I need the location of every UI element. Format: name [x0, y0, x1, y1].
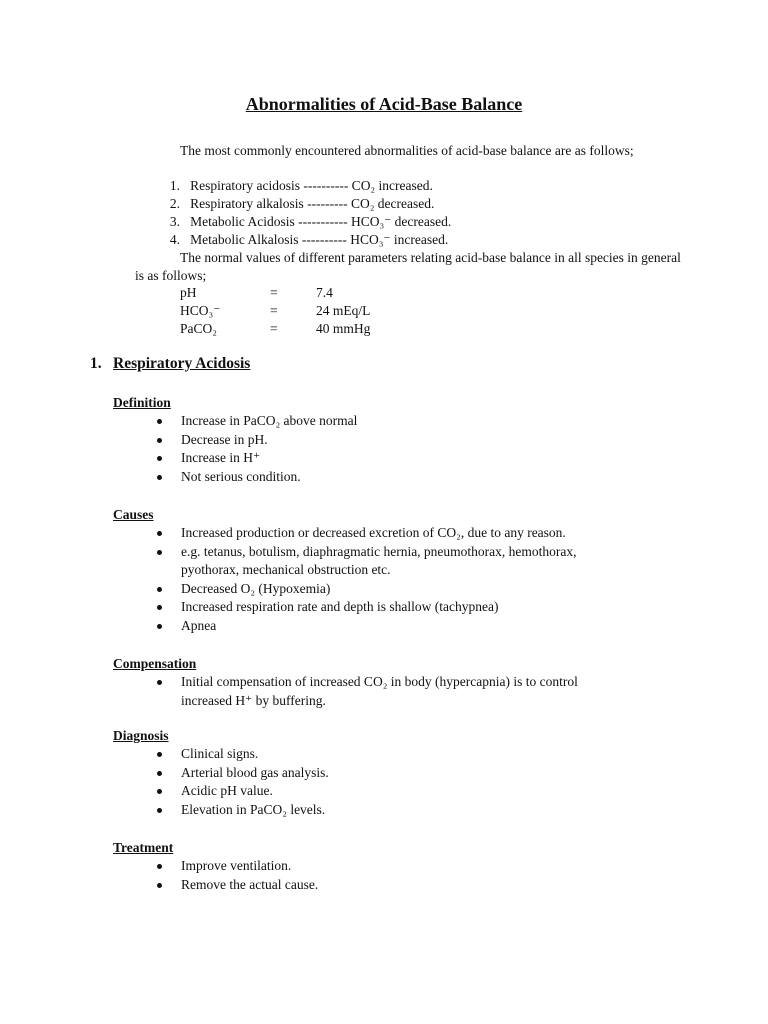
compensation-heading: Compensation	[113, 656, 197, 671]
list-item	[135, 231, 451, 249]
list-item	[135, 213, 451, 231]
treatment-heading: Treatment	[113, 840, 174, 855]
list-text: Respiratory acidosis ---------- CO₂ increased.	[190, 178, 433, 193]
list-number: 3.	[169, 214, 180, 229]
param-name: PaCO₂	[180, 321, 217, 336]
param-name: pH	[180, 285, 197, 300]
list-number: 4.	[169, 232, 180, 247]
section-heading	[90, 355, 250, 373]
causes-list	[157, 524, 637, 635]
param-value: 7.4	[316, 285, 333, 300]
list-number: 1.	[169, 178, 180, 193]
param-equals: =	[270, 303, 278, 318]
list-item	[135, 177, 451, 195]
definition-list	[157, 412, 637, 486]
intro-paragraph: The most commonly encountered abnormalities of acid-base balance are as follows;	[180, 143, 634, 158]
list-text: Metabolic Acidosis ----------- HCO₃⁻ decreased.	[190, 214, 452, 229]
list-item: Remove the actual cause.	[157, 876, 637, 895]
param-equals: =	[270, 285, 278, 300]
list-item: Clinical signs.	[157, 745, 637, 764]
list-number: 2.	[169, 196, 180, 211]
list-item: Elevation in PaCO₂ levels.	[157, 801, 637, 820]
diagnosis-list	[157, 745, 637, 819]
param-equals: =	[270, 321, 278, 336]
list-item: Acidic pH value.	[157, 782, 637, 801]
list-item: Increased respiration rate and depth is shallow (tachypnea)	[157, 598, 637, 617]
table-row	[180, 284, 370, 302]
section-title: Respiratory Acidosis	[113, 355, 251, 372]
document-title: Abnormalities of Acid-Base Balance	[245, 94, 523, 114]
compensation-list	[157, 673, 627, 710]
list-item: Increased production or decreased excretion of CO₂, due to any reason.	[157, 524, 637, 543]
causes-heading: Causes	[113, 507, 154, 522]
list-item: Initial compensation of increased CO₂ in body (hypercapnia) is to control increased H⁺ by buffering.	[157, 673, 627, 710]
list-item: Arterial blood gas analysis.	[157, 764, 637, 783]
list-text: Metabolic Alkalosis ---------- HCO₃⁻ increased.	[190, 232, 449, 247]
list-item: Increase in H⁺	[157, 449, 637, 468]
table-row	[180, 320, 370, 338]
list-item: Decreased O₂ (Hypoxemia)	[157, 580, 637, 599]
table-row	[180, 302, 370, 320]
param-value: 24 mEq/L	[316, 303, 371, 318]
param-value: 40 mmHg	[316, 321, 371, 336]
list-item: Apnea	[157, 617, 637, 636]
list-item: Decrease in pH.	[157, 431, 637, 450]
list-item: Improve ventilation.	[157, 857, 637, 876]
abnormalities-list	[135, 177, 451, 249]
treatment-list	[157, 857, 637, 894]
section-number: 1.	[90, 355, 102, 372]
list-text: Respiratory alkalosis --------- CO₂ decreased.	[190, 196, 435, 211]
param-name: HCO₃⁻	[180, 303, 221, 318]
list-item: Not serious condition.	[157, 468, 637, 487]
list-item: e.g. tetanus, botulism, diaphragmatic hernia, pneumothorax, hemothorax, pyothorax, mechanical obstruction etc.	[157, 543, 637, 580]
diagnosis-heading: Diagnosis	[113, 728, 169, 743]
normal-values-table	[180, 284, 370, 338]
normal-values-paragraph: The normal values of different parameters relating acid-base balance in all species in general is as follows;	[135, 250, 681, 283]
list-item	[135, 195, 451, 213]
definition-heading: Definition	[113, 395, 171, 410]
list-item: Increase in PaCO₂ above normal	[157, 412, 637, 431]
